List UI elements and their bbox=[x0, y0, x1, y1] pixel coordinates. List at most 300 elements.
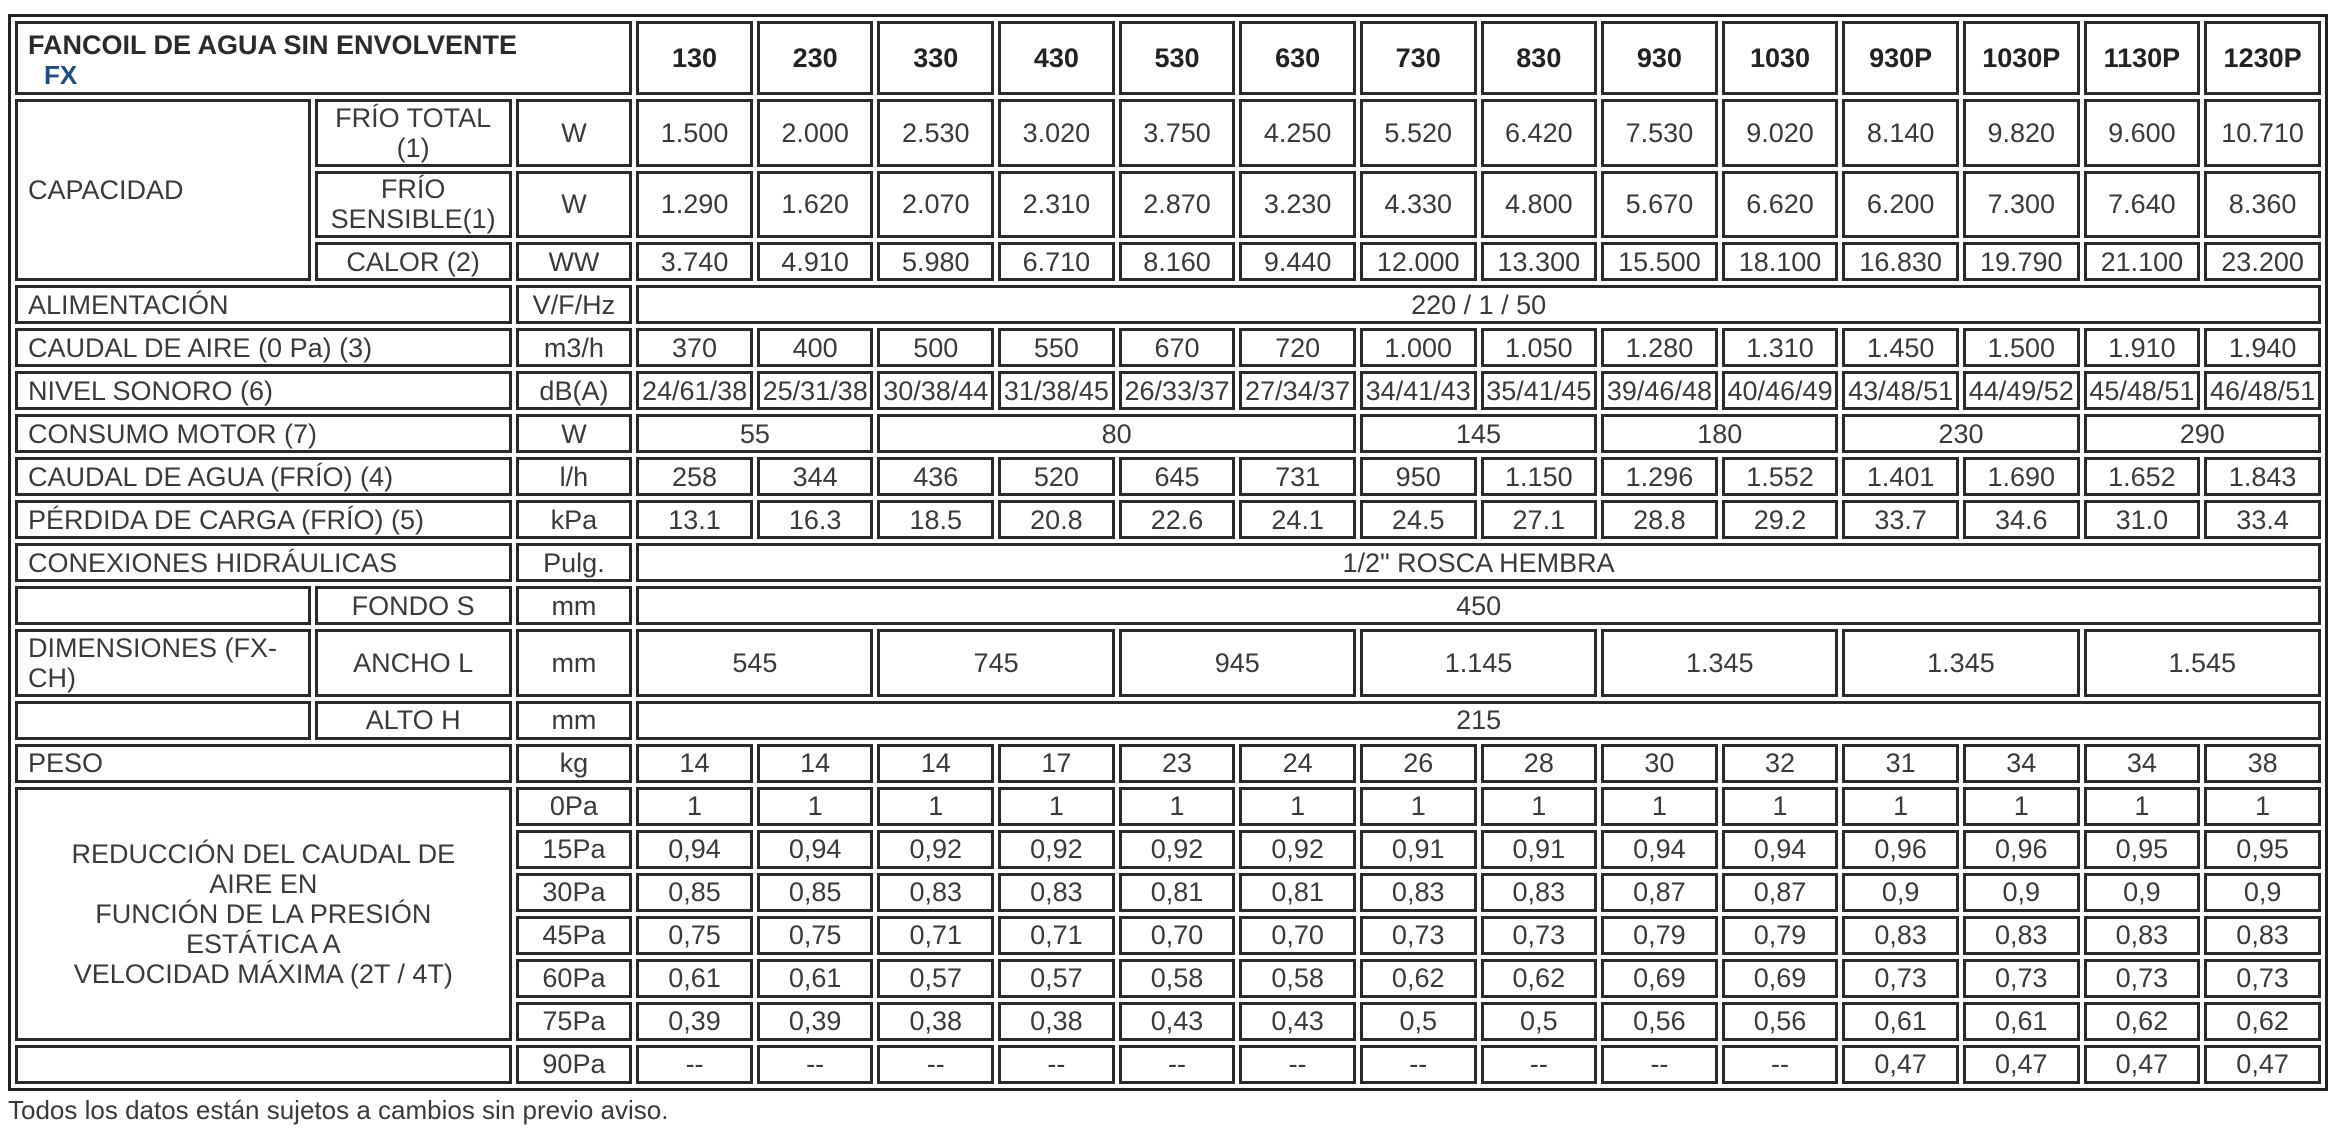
perdida-carga-value: 28.8 bbox=[1601, 500, 1718, 539]
nivel-sonoro-value: 39/46/48 bbox=[1601, 371, 1718, 410]
reduccion-label-line: ESTÁTICA A bbox=[186, 928, 341, 959]
frio-total-value: 5.520 bbox=[1360, 99, 1477, 167]
reduccion-value: 0,61 bbox=[636, 959, 753, 998]
caudal-agua-value: 1.552 bbox=[1722, 457, 1839, 496]
reduccion-value: 0,81 bbox=[1239, 873, 1356, 912]
reduccion-value: 0,92 bbox=[877, 830, 994, 869]
reduccion-label-line: VELOCIDAD MÁXIMA (2T / 4T) bbox=[73, 958, 453, 989]
pressure-label: 90Pa bbox=[516, 1045, 633, 1084]
calor-value: 13.300 bbox=[1481, 242, 1598, 281]
nivel-sonoro-value: 40/46/49 bbox=[1722, 371, 1839, 410]
peso-value: 34 bbox=[1963, 744, 2080, 783]
peso-value: 34 bbox=[2084, 744, 2201, 783]
reduccion-value: 0,92 bbox=[998, 830, 1115, 869]
caudal-aire-unit: m3/h bbox=[516, 328, 633, 367]
reduccion-value: 0,95 bbox=[2204, 830, 2321, 869]
nivel-sonoro-value: 27/34/37 bbox=[1239, 371, 1356, 410]
reduccion-value: 0,87 bbox=[1601, 873, 1718, 912]
perdida-carga-value: 27.1 bbox=[1481, 500, 1598, 539]
reduccion-value: 0,47 bbox=[1842, 1045, 1959, 1084]
caudal-agua-value: 1.401 bbox=[1842, 457, 1959, 496]
peso-value: 17 bbox=[998, 744, 1115, 783]
perdida-carga-value: 24.5 bbox=[1360, 500, 1477, 539]
caudal-aire-value: 1.280 bbox=[1601, 328, 1718, 367]
ancho-value: 545 bbox=[636, 629, 873, 697]
reduccion-value: 0,83 bbox=[1842, 916, 1959, 955]
nivel-sonoro-value: 26/33/37 bbox=[1119, 371, 1236, 410]
alimentacion-value: 220 / 1 / 50 bbox=[636, 285, 2321, 324]
perdida-carga-label: PÉRDIDA DE CARGA (FRÍO) (5) bbox=[15, 500, 512, 539]
caudal-aire-value: 1.310 bbox=[1722, 328, 1839, 367]
frio-sensible-value: 4.800 bbox=[1481, 171, 1598, 239]
model-header: 230 bbox=[757, 21, 874, 95]
calor-value: 9.440 bbox=[1239, 242, 1356, 281]
peso-value: 28 bbox=[1481, 744, 1598, 783]
frio-total-value: 9.820 bbox=[1963, 99, 2080, 167]
caudal-agua-value: 258 bbox=[636, 457, 753, 496]
frio-sensible-value: 7.640 bbox=[2084, 171, 2201, 239]
dimensiones-label: DIMENSIONES (FX-CH) bbox=[15, 629, 311, 697]
reduccion-value: -- bbox=[877, 1045, 994, 1084]
row-caudal-aire bbox=[15, 328, 2321, 367]
ancho-value: 1.545 bbox=[2084, 629, 2321, 697]
reduccion-value: 0,61 bbox=[1963, 1002, 2080, 1041]
calor-value: 23.200 bbox=[2204, 242, 2321, 281]
calor-label: CALOR (2) bbox=[315, 242, 512, 281]
reduccion-value: 0,58 bbox=[1239, 959, 1356, 998]
perdida-carga-value: 13.1 bbox=[636, 500, 753, 539]
peso-value: 14 bbox=[757, 744, 874, 783]
frio-sensible-value: 1.290 bbox=[636, 171, 753, 239]
frio-total-value: 2.000 bbox=[757, 99, 874, 167]
reduccion-value: 0,38 bbox=[998, 1002, 1115, 1041]
peso-value: 32 bbox=[1722, 744, 1839, 783]
ancho-value: 745 bbox=[877, 629, 1114, 697]
reduccion-label-line: REDUCCIÓN DEL CAUDAL DE bbox=[71, 838, 456, 869]
row-caudal-agua bbox=[15, 457, 2321, 496]
pressure-label: 75Pa bbox=[516, 1002, 633, 1041]
reduccion-value: 0,61 bbox=[757, 959, 874, 998]
reduccion-value: -- bbox=[1481, 1045, 1598, 1084]
perdida-carga-unit: kPa bbox=[516, 500, 633, 539]
reduccion-value: 1 bbox=[1722, 787, 1839, 826]
spec-table bbox=[8, 14, 2328, 1091]
caudal-aire-value: 1.000 bbox=[1360, 328, 1477, 367]
model-header: 530 bbox=[1119, 21, 1236, 95]
reduccion-value: 0,70 bbox=[1119, 916, 1236, 955]
reduccion-value: 0,73 bbox=[1842, 959, 1959, 998]
fondo-value: 450 bbox=[636, 586, 2321, 625]
reduccion-value: -- bbox=[1239, 1045, 1356, 1084]
reduccion-value: 0,62 bbox=[1360, 959, 1477, 998]
reduccion-value: 1 bbox=[2084, 787, 2201, 826]
calor-value: 3.740 bbox=[636, 242, 753, 281]
model-header: 830 bbox=[1481, 21, 1598, 95]
caudal-agua-unit: l/h bbox=[516, 457, 633, 496]
frio-sensible-value: 2.070 bbox=[877, 171, 994, 239]
caudal-agua-value: 1.690 bbox=[1963, 457, 2080, 496]
reduccion-value: 0,43 bbox=[1119, 1002, 1236, 1041]
consumo-motor-label: CONSUMO MOTOR (7) bbox=[15, 414, 512, 453]
frio-sensible-value: 8.360 bbox=[2204, 171, 2321, 239]
reduccion-value: 0,92 bbox=[1119, 830, 1236, 869]
nivel-sonoro-value: 44/49/52 bbox=[1963, 371, 2080, 410]
reduccion-value: 0,83 bbox=[877, 873, 994, 912]
peso-value: 38 bbox=[2204, 744, 2321, 783]
reduccion-value: -- bbox=[1360, 1045, 1477, 1084]
reduccion-value: 0,69 bbox=[1601, 959, 1718, 998]
nivel-sonoro-value: 25/31/38 bbox=[757, 371, 874, 410]
reduccion-value: 0,94 bbox=[757, 830, 874, 869]
row-alimentacion bbox=[15, 285, 2321, 324]
reduccion-value: 0,47 bbox=[2204, 1045, 2321, 1084]
row-peso bbox=[15, 744, 2321, 783]
nivel-sonoro-value: 35/41/45 bbox=[1481, 371, 1598, 410]
reduccion-value: 0,43 bbox=[1239, 1002, 1356, 1041]
peso-value: 24 bbox=[1239, 744, 1356, 783]
calor-value: 5.980 bbox=[877, 242, 994, 281]
calor-unit: WW bbox=[516, 242, 633, 281]
consumo-motor-value: 55 bbox=[636, 414, 873, 453]
reduccion-value: 0,91 bbox=[1481, 830, 1598, 869]
perdida-carga-value: 34.6 bbox=[1963, 500, 2080, 539]
perdida-carga-value: 18.5 bbox=[877, 500, 994, 539]
caudal-aire-value: 1.940 bbox=[2204, 328, 2321, 367]
caudal-agua-value: 731 bbox=[1239, 457, 1356, 496]
caudal-aire-value: 400 bbox=[757, 328, 874, 367]
calor-value: 18.100 bbox=[1722, 242, 1839, 281]
reduccion-value: 0,39 bbox=[757, 1002, 874, 1041]
consumo-motor-value: 145 bbox=[1360, 414, 1597, 453]
reduccion-value: -- bbox=[1722, 1045, 1839, 1084]
reduccion-value: 1 bbox=[1963, 787, 2080, 826]
peso-unit: kg bbox=[516, 744, 633, 783]
reduccion-value: -- bbox=[1119, 1045, 1236, 1084]
peso-value: 31 bbox=[1842, 744, 1959, 783]
pressure-label: 15Pa bbox=[516, 830, 633, 869]
model-header: 430 bbox=[998, 21, 1115, 95]
nivel-sonoro-value: 31/38/45 bbox=[998, 371, 1115, 410]
model-header: 330 bbox=[877, 21, 994, 95]
consumo-motor-value: 290 bbox=[2084, 414, 2321, 453]
perdida-carga-value: 33.4 bbox=[2204, 500, 2321, 539]
frio-total-value: 6.420 bbox=[1481, 99, 1598, 167]
nivel-sonoro-value: 30/38/44 bbox=[877, 371, 994, 410]
page-title: FANCOIL DE AGUA SIN ENVOLVENTE bbox=[28, 30, 518, 60]
row-reduccion-90pa bbox=[15, 1045, 2321, 1084]
pressure-label: 0Pa bbox=[516, 787, 633, 826]
reduccion-empty-cell bbox=[15, 1045, 512, 1084]
reduccion-value: 0,83 bbox=[2204, 916, 2321, 955]
row-consumo-motor bbox=[15, 414, 2321, 453]
consumo-motor-unit: W bbox=[516, 414, 633, 453]
reduccion-value: 0,85 bbox=[757, 873, 874, 912]
reduccion-value: 0,83 bbox=[1481, 873, 1598, 912]
ancho-value: 1.345 bbox=[1842, 629, 2079, 697]
pressure-label: 60Pa bbox=[516, 959, 633, 998]
alto-value: 215 bbox=[636, 701, 2321, 740]
nivel-sonoro-value: 46/48/51 bbox=[2204, 371, 2321, 410]
nivel-sonoro-unit: dB(A) bbox=[516, 371, 633, 410]
frio-total-value: 1.500 bbox=[636, 99, 753, 167]
reduccion-value: 0,61 bbox=[1842, 1002, 1959, 1041]
reduccion-value: -- bbox=[757, 1045, 874, 1084]
conexiones-value: 1/2" ROSCA HEMBRA bbox=[636, 543, 2321, 582]
pressure-label: 30Pa bbox=[516, 873, 633, 912]
calor-value: 12.000 bbox=[1360, 242, 1477, 281]
frio-total-value: 3.750 bbox=[1119, 99, 1236, 167]
reduccion-value: 0,96 bbox=[1842, 830, 1959, 869]
caudal-agua-value: 1.296 bbox=[1601, 457, 1718, 496]
reduccion-value: 1 bbox=[1601, 787, 1718, 826]
caudal-agua-value: 520 bbox=[998, 457, 1115, 496]
dimensiones-empty-cell bbox=[15, 586, 311, 625]
reduccion-value: -- bbox=[1601, 1045, 1718, 1084]
caudal-agua-value: 645 bbox=[1119, 457, 1236, 496]
reduccion-value: 1 bbox=[636, 787, 753, 826]
reduccion-value: 0,47 bbox=[2084, 1045, 2201, 1084]
reduccion-value: 1 bbox=[1239, 787, 1356, 826]
frio-sensible-value: 1.620 bbox=[757, 171, 874, 239]
calor-value: 15.500 bbox=[1601, 242, 1718, 281]
nivel-sonoro-value: 34/41/43 bbox=[1360, 371, 1477, 410]
frio-sensible-unit: W bbox=[516, 171, 633, 239]
reduccion-value: 0,71 bbox=[877, 916, 994, 955]
dimensiones-empty-cell bbox=[15, 701, 311, 740]
perdida-carga-value: 16.3 bbox=[757, 500, 874, 539]
caudal-agua-value: 1.150 bbox=[1481, 457, 1598, 496]
reduccion-label-line: AIRE EN bbox=[209, 868, 318, 899]
reduccion-value: 0,58 bbox=[1119, 959, 1236, 998]
caudal-aire-label: CAUDAL DE AIRE (0 Pa) (3) bbox=[15, 328, 512, 367]
reduccion-value: 0,57 bbox=[877, 959, 994, 998]
header-row bbox=[15, 21, 2321, 95]
row-nivel-sonoro bbox=[15, 371, 2321, 410]
peso-label: PESO bbox=[15, 744, 512, 783]
reduccion-value: 0,73 bbox=[1481, 916, 1598, 955]
reduccion-value: 0,91 bbox=[1360, 830, 1477, 869]
reduccion-value: 0,9 bbox=[1963, 873, 2080, 912]
reduccion-value: 0,83 bbox=[998, 873, 1115, 912]
reduccion-label bbox=[15, 787, 512, 1041]
row-calor bbox=[15, 242, 2321, 281]
row-frio-total bbox=[15, 99, 2321, 167]
reduccion-value: 0,62 bbox=[2084, 1002, 2201, 1041]
caudal-aire-value: 1.500 bbox=[1963, 328, 2080, 367]
model-header: 130 bbox=[636, 21, 753, 95]
calor-value: 16.830 bbox=[1842, 242, 1959, 281]
frio-sensible-value: 6.200 bbox=[1842, 171, 1959, 239]
nivel-sonoro-label: NIVEL SONORO (6) bbox=[15, 371, 512, 410]
row-ancho bbox=[15, 629, 2321, 697]
row-conexiones bbox=[15, 543, 2321, 582]
reduccion-value: 0,71 bbox=[998, 916, 1115, 955]
conexiones-unit: Pulg. bbox=[516, 543, 633, 582]
perdida-carga-value: 22.6 bbox=[1119, 500, 1236, 539]
calor-value: 21.100 bbox=[2084, 242, 2201, 281]
frio-sensible-value: 4.330 bbox=[1360, 171, 1477, 239]
reduccion-value: 0,73 bbox=[1963, 959, 2080, 998]
ancho-value: 945 bbox=[1119, 629, 1356, 697]
alimentacion-unit: V/F/Hz bbox=[516, 285, 633, 324]
pressure-label: 45Pa bbox=[516, 916, 633, 955]
perdida-carga-value: 29.2 bbox=[1722, 500, 1839, 539]
reduccion-value: 0,94 bbox=[1601, 830, 1718, 869]
caudal-aire-value: 1.450 bbox=[1842, 328, 1959, 367]
caudal-aire-value: 370 bbox=[636, 328, 753, 367]
frio-sensible-value: 3.230 bbox=[1239, 171, 1356, 239]
frio-total-value: 9.600 bbox=[2084, 99, 2201, 167]
reduccion-value: 1 bbox=[1842, 787, 1959, 826]
peso-value: 23 bbox=[1119, 744, 1236, 783]
reduccion-label-line: FUNCIÓN DE LA PRESIÓN bbox=[95, 898, 432, 929]
alto-unit: mm bbox=[516, 701, 633, 740]
reduccion-value: 0,94 bbox=[1722, 830, 1839, 869]
nivel-sonoro-value: 24/61/38 bbox=[636, 371, 753, 410]
fondo-unit: mm bbox=[516, 586, 633, 625]
reduccion-value: -- bbox=[636, 1045, 753, 1084]
reduccion-value: 0,79 bbox=[1722, 916, 1839, 955]
reduccion-value: 0,38 bbox=[877, 1002, 994, 1041]
reduccion-value: 0,96 bbox=[1963, 830, 2080, 869]
frio-sensible-value: 2.870 bbox=[1119, 171, 1236, 239]
perdida-carga-value: 24.1 bbox=[1239, 500, 1356, 539]
model-header: 730 bbox=[1360, 21, 1477, 95]
reduccion-value: 0,62 bbox=[2204, 1002, 2321, 1041]
peso-value: 14 bbox=[636, 744, 753, 783]
reduccion-value: 0,73 bbox=[1360, 916, 1477, 955]
frio-total-value: 7.530 bbox=[1601, 99, 1718, 167]
caudal-aire-value: 720 bbox=[1239, 328, 1356, 367]
peso-value: 26 bbox=[1360, 744, 1477, 783]
model-header: 630 bbox=[1239, 21, 1356, 95]
model-header: 930 bbox=[1601, 21, 1718, 95]
alto-label: ALTO H bbox=[315, 701, 512, 740]
model-header: 1030P bbox=[1963, 21, 2080, 95]
reduccion-value: 0,83 bbox=[1360, 873, 1477, 912]
row-reduccion-0pa bbox=[15, 787, 2321, 826]
frio-sensible-value: 6.620 bbox=[1722, 171, 1839, 239]
row-alto bbox=[15, 701, 2321, 740]
reduccion-value: 0,69 bbox=[1722, 959, 1839, 998]
caudal-aire-value: 500 bbox=[877, 328, 994, 367]
nivel-sonoro-value: 45/48/51 bbox=[2084, 371, 2201, 410]
nivel-sonoro-value: 43/48/51 bbox=[1842, 371, 1959, 410]
reduccion-value: 0,56 bbox=[1601, 1002, 1718, 1041]
caudal-aire-value: 1.910 bbox=[2084, 328, 2201, 367]
ancho-label: ANCHO L bbox=[315, 629, 512, 697]
consumo-motor-value: 180 bbox=[1601, 414, 1838, 453]
frio-total-value: 4.250 bbox=[1239, 99, 1356, 167]
footnote: Todos los datos están sujetos a cambios sin previo aviso. bbox=[8, 1095, 669, 1125]
reduccion-value: 0,57 bbox=[998, 959, 1115, 998]
reduccion-value: 0,62 bbox=[1481, 959, 1598, 998]
perdida-carga-value: 20.8 bbox=[998, 500, 1115, 539]
caudal-agua-label: CAUDAL DE AGUA (FRÍO) (4) bbox=[15, 457, 512, 496]
fondo-label: FONDO S bbox=[315, 586, 512, 625]
reduccion-value: 0,83 bbox=[1963, 916, 2080, 955]
reduccion-value: 0,9 bbox=[2084, 873, 2201, 912]
frio-total-value: 3.020 bbox=[998, 99, 1115, 167]
consumo-motor-value: 230 bbox=[1842, 414, 2079, 453]
reduccion-value: -- bbox=[998, 1045, 1115, 1084]
calor-value: 19.790 bbox=[1963, 242, 2080, 281]
reduccion-value: 1 bbox=[1119, 787, 1236, 826]
ancho-unit: mm bbox=[516, 629, 633, 697]
reduccion-value: 0,92 bbox=[1239, 830, 1356, 869]
reduccion-value: 1 bbox=[2204, 787, 2321, 826]
reduccion-value: 0,9 bbox=[2204, 873, 2321, 912]
reduccion-value: 0,47 bbox=[1963, 1045, 2080, 1084]
caudal-aire-value: 1.050 bbox=[1481, 328, 1598, 367]
alimentacion-label: ALIMENTACIÓN bbox=[15, 285, 512, 324]
model-header: 930P bbox=[1842, 21, 1959, 95]
reduccion-value: 0,87 bbox=[1722, 873, 1839, 912]
row-perdida-carga bbox=[15, 500, 2321, 539]
reduccion-value: 0,94 bbox=[636, 830, 753, 869]
calor-value: 4.910 bbox=[757, 242, 874, 281]
perdida-carga-value: 33.7 bbox=[1842, 500, 1959, 539]
reduccion-value: 0,75 bbox=[757, 916, 874, 955]
caudal-agua-value: 344 bbox=[757, 457, 874, 496]
frio-total-value: 2.530 bbox=[877, 99, 994, 167]
peso-value: 14 bbox=[877, 744, 994, 783]
reduccion-value: 0,83 bbox=[2084, 916, 2201, 955]
frio-sensible-value: 7.300 bbox=[1963, 171, 2080, 239]
reduccion-value: 0,56 bbox=[1722, 1002, 1839, 1041]
reduccion-value: 1 bbox=[998, 787, 1115, 826]
ancho-value: 1.345 bbox=[1601, 629, 1838, 697]
reduccion-value: 0,9 bbox=[1842, 873, 1959, 912]
caudal-agua-value: 436 bbox=[877, 457, 994, 496]
frio-total-value: 8.140 bbox=[1842, 99, 1959, 167]
reduccion-value: 0,81 bbox=[1119, 873, 1236, 912]
reduccion-value: 0,75 bbox=[636, 916, 753, 955]
reduccion-value: 0,95 bbox=[2084, 830, 2201, 869]
model-header: 1130P bbox=[2084, 21, 2201, 95]
calor-value: 6.710 bbox=[998, 242, 1115, 281]
frio-total-value: 9.020 bbox=[1722, 99, 1839, 167]
caudal-agua-value: 1.652 bbox=[2084, 457, 2201, 496]
reduccion-value: 0,5 bbox=[1360, 1002, 1477, 1041]
reduccion-value: 1 bbox=[1481, 787, 1598, 826]
frio-sensible-label: FRÍO SENSIBLE(1) bbox=[315, 171, 512, 239]
caudal-aire-value: 550 bbox=[998, 328, 1115, 367]
ancho-value: 1.145 bbox=[1360, 629, 1597, 697]
peso-value: 30 bbox=[1601, 744, 1718, 783]
reduccion-value: 0,73 bbox=[2084, 959, 2201, 998]
reduccion-value: 1 bbox=[757, 787, 874, 826]
reduccion-value: 0,79 bbox=[1601, 916, 1718, 955]
caudal-aire-value: 670 bbox=[1119, 328, 1236, 367]
frio-total-unit: W bbox=[516, 99, 633, 167]
frio-sensible-value: 5.670 bbox=[1601, 171, 1718, 239]
reduccion-value: 0,39 bbox=[636, 1002, 753, 1041]
capacidad-label: CAPACIDAD bbox=[15, 99, 311, 281]
reduccion-value: 1 bbox=[877, 787, 994, 826]
caudal-agua-value: 1.843 bbox=[2204, 457, 2321, 496]
frio-sensible-value: 2.310 bbox=[998, 171, 1115, 239]
row-fondo bbox=[15, 586, 2321, 625]
frio-total-label: FRÍO TOTAL (1) bbox=[315, 99, 512, 167]
perdida-carga-value: 31.0 bbox=[2084, 500, 2201, 539]
reduccion-value: 0,85 bbox=[636, 873, 753, 912]
caudal-agua-value: 950 bbox=[1360, 457, 1477, 496]
title-cell bbox=[15, 21, 632, 95]
frio-total-value: 10.710 bbox=[2204, 99, 2321, 167]
reduccion-value: 0,5 bbox=[1481, 1002, 1598, 1041]
reduccion-value: 0,73 bbox=[2204, 959, 2321, 998]
